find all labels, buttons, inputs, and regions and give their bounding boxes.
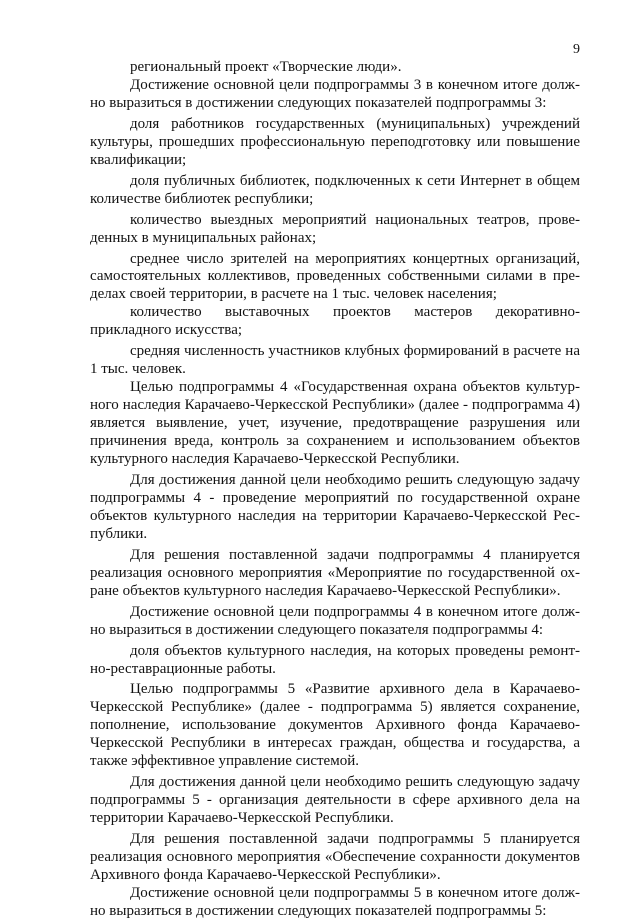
paragraph-subprogram-4-task: Для достижения данной цели необходимо решить следующую задачу подпрограммы 4 - проведение мероприятий по государственной охране объектов культурного наследия на территории Карачаево-Черкесской Республики. (90, 471, 580, 542)
paragraph-subprogram-5-activity: Для решения поставленной задачи подпрограммы 5 планируется реализация основного мероприятия «Обеспечение сохранности документов Архивного фонда Карачаево-Черкесской Республики». (90, 831, 580, 883)
paragraph-indicator-club-participants: средняя численность участников клубных формирований в расчете на 1 тыс. человек. (90, 343, 580, 378)
paragraph-subprogram-5-task: Для достижения данной цели необходимо решить следующую задачу подпрограммы 5 - организация деятельности в сфере архивного дела на территории Карачаево-Черкесской Республики. (90, 774, 580, 827)
paragraph-regional-project: региональный проект «Творческие люди». (130, 59, 402, 75)
paragraph-indicator-concert-audience: среднее число зрителей на мероприятиях концертных организаций, самостоятельных коллективов, проведенных собственными силами в пределах своей территории, в расчете на 1 тыс. человек населения; (90, 250, 580, 303)
paragraph-indicator-theatre-tours: количество выездных мероприятий национальных театров, проведенных в муниципальных районах; (90, 211, 580, 246)
paragraph-subprogram-4-goal: Целью подпрограммы 4 «Государственная охрана объектов культурного наследия Карачаево-Черкесской Республики» (далее - подпрограмма 4) является выявление, учет, изучение, предотвращение разрушения или причинения вреда, контроль за сохранением и использованием объектов культурного наследия Карачаево-Черкесской Республики. (90, 379, 580, 468)
paragraph-subprogram-4-indicators-intro: Достижение основной цели подпрограммы 4 в конечном итоге должно выразиться в достижении следующего показателя подпрограммы 4: (90, 603, 580, 638)
paragraph-subprogram-5-indicators-intro: Достижение основной цели подпрограммы 5 в конечном итоге должно выразиться в достижении следующих показателей подпрограммы 5: (90, 884, 580, 919)
paragraph-indicator-restoration: доля объектов культурного наследия, на которых проведены ремонтно-реставрационные работы. (90, 642, 580, 677)
paragraph-indicator-staff-training: доля работников государственных (муниципальных) учреждений культуры, прошедших профессиональную переподготовку или повышение квалификации; (90, 115, 580, 168)
paragraph-subprogram-4-activity: Для решения поставленной задачи подпрограммы 4 планируется реализация основного мероприятия «Мероприятие по государственной охране объектов культурного наследия Карачаево-Черкесской Республики». (90, 546, 580, 599)
paragraph-indicator-libraries-internet: доля публичных библиотек, подключенных к сети Интернет в общем количестве библиотек республики; (90, 172, 580, 207)
body-text (90, 59, 580, 921)
paragraph-subprogram-5-goal: Целью подпрограммы 5 «Развитие архивного дела в Карачаево-Черкесской Республике» (далее - подпрограмма 5) является сохранение, пополнение, использование документов Архивного фонда Карачаево-Черкесской Республики в интересах граждан, общества и государства, а также эффективное управление системой. (90, 681, 580, 770)
page-number: 9 (573, 42, 580, 57)
paragraph-subprogram-3-indicators-intro: Достижение основной цели подпрограммы 3 в конечном итоге должно выразиться в достижении следующих показателей подпрограммы 3: (90, 76, 580, 111)
paragraph-indicator-exhibition-projects: количество выставочных проектов мастеров декоративно-прикладного искусства; (90, 304, 580, 339)
